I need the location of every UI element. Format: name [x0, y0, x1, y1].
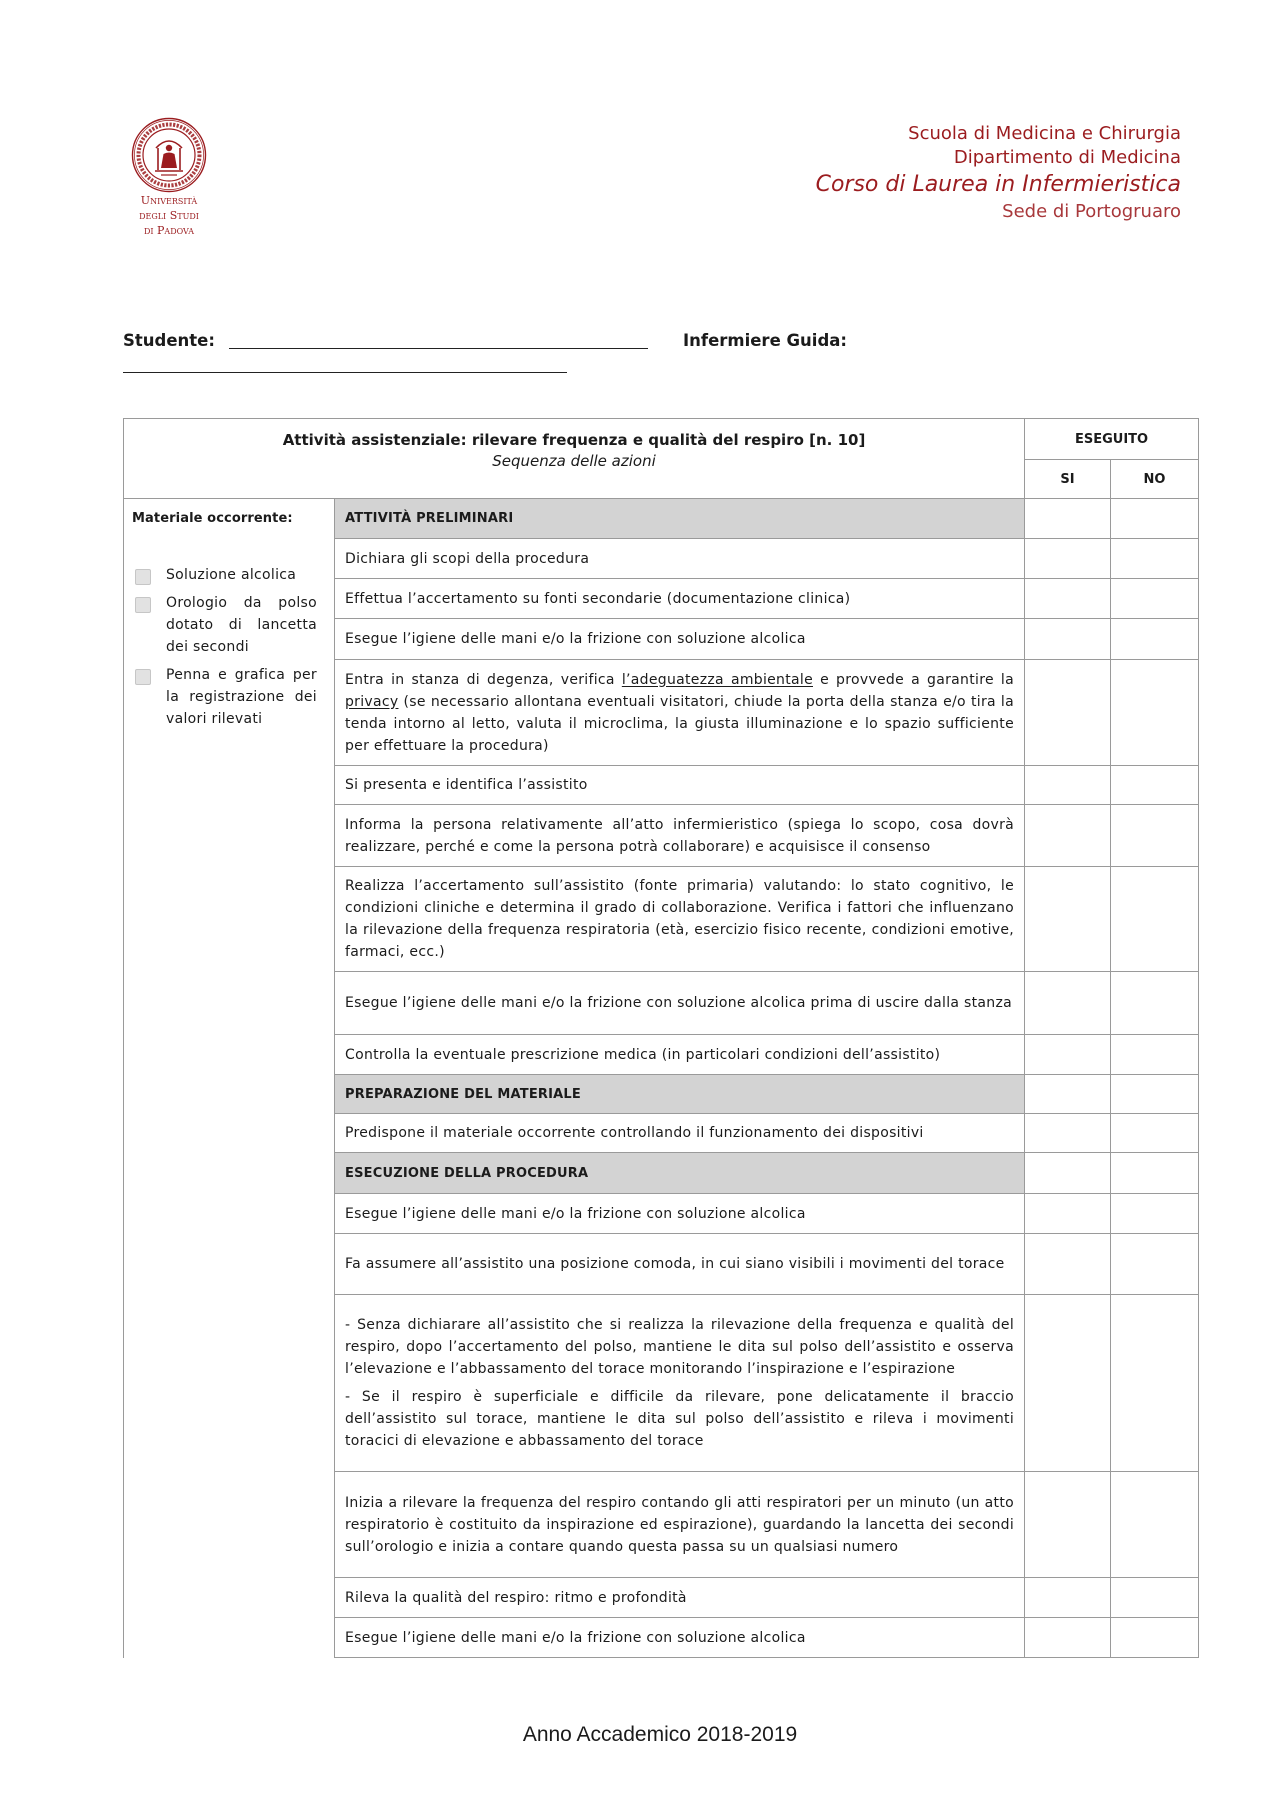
step-text-segment: (se necessario allontana eventuali visitatori, chiude la porta della stanza e/o tira la tenda intorno al letto, valuta il microclima, la giusta illuminazione e lo spazio sufficiente per effettuare la procedura): [345, 693, 1015, 754]
yes-header: SI: [1025, 460, 1111, 499]
step-paragraph: - Senza dichiarare all’assistito che si realizza la rilevazione della frequenza e qualità del respiro, dopo l’accertamento del polso, mantiene le dita sul polso dell’assistito e osserva l’elevazione e l’abbassamento del torace monitorando l’inspirazione e l’espirazione: [345, 1317, 1015, 1377]
section-row: [124, 499, 1199, 539]
procedure-checklist-table: [123, 418, 1199, 1658]
school-name: Scuola di Medicina e Chirurgia: [908, 123, 1181, 144]
checkbox[interactable]: [135, 597, 151, 613]
no-cell: [1111, 1194, 1199, 1234]
step-text: Predispone il materiale occorrente controllando il funzionamento dei dispositivi: [335, 1114, 1025, 1153]
step-text: [335, 660, 1025, 766]
section-title: PREPARAZIONE DEL MATERIALE: [335, 1075, 1025, 1114]
si-cell: [1025, 805, 1111, 867]
si-cell: [1025, 766, 1111, 805]
step-text: [335, 1295, 1025, 1472]
step-text: Realizza l’accertamento sull’assistito (fonte primaria) valutando: lo stato cognitivo, le condizioni cliniche e determina il grado di collaborazione. Verifica i fattori che influenzano la rilevazione della frequenza respiratoria (età, esercizio fisico recente, condizioni emotive, farmaci, ecc.): [335, 867, 1025, 972]
step-text: Controlla la eventuale prescrizione medica (in particolari condizioni dell’assistito): [335, 1035, 1025, 1075]
material-item-label: Soluzione alcolica: [166, 567, 297, 583]
student-name-line: [229, 348, 648, 349]
material-item-label: Penna e grafica per la registrazione dei valori rilevati: [166, 667, 317, 727]
logo-line-3: di Padova: [143, 224, 195, 237]
si-cell: [1025, 1618, 1111, 1658]
no-cell: [1111, 579, 1199, 619]
step-text-segment: e provvede a garantire la: [813, 671, 1014, 688]
guide-label: Infermiere Guida:: [683, 331, 847, 350]
checkbox[interactable]: [135, 569, 151, 585]
no-cell: [1111, 867, 1199, 972]
logo-line-2: degli Studi: [139, 209, 199, 222]
si-cell: [1025, 660, 1111, 766]
no-cell: [1111, 1618, 1199, 1658]
si-cell: [1025, 619, 1111, 660]
step-text: Si presenta e identifica l’assistito: [335, 766, 1025, 805]
done-header: ESEGUITO: [1025, 419, 1199, 460]
table-subtitle: Sequenza delle azioni: [492, 452, 656, 470]
no-cell: [1111, 619, 1199, 660]
no-cell: [1111, 1234, 1199, 1295]
step-text-segment: Entra in stanza di degenza, verifica: [345, 671, 622, 688]
step-paragraph: - Se il respiro è superficiale e difficile da rilevare, pone delicatamente il braccio dell’assistito sul torace, mantiene le dita sul polso dell’assistito e rileva i movimenti toracici di elevazione e abbassamento del torace: [345, 1389, 1015, 1449]
si-cell: [1025, 1194, 1111, 1234]
checkbox[interactable]: [135, 669, 151, 685]
no-cell: [1111, 1075, 1199, 1114]
no-cell: [1111, 1035, 1199, 1075]
step-text: Dichiara gli scopi della procedura: [335, 539, 1025, 579]
student-label: Studente:: [123, 331, 215, 350]
no-cell: [1111, 805, 1199, 867]
no-cell: [1111, 1578, 1199, 1618]
step-text: Rileva la qualità del respiro: ritmo e profondità: [335, 1578, 1025, 1618]
si-cell: [1025, 1295, 1111, 1472]
si-cell: [1025, 1035, 1111, 1075]
no-cell: [1111, 660, 1199, 766]
si-cell: [1025, 867, 1111, 972]
table-title-cell: [124, 419, 1025, 499]
material-item-label: Orologio da polso dotato di lancetta dei secondi: [166, 595, 317, 655]
institution-header: [816, 122, 1181, 224]
si-cell: [1025, 1075, 1111, 1114]
si-cell: [1025, 1472, 1111, 1578]
no-cell: [1111, 1114, 1199, 1153]
no-cell: [1111, 1295, 1199, 1472]
no-cell: [1111, 539, 1199, 579]
table-title: Attività assistenziale: rilevare frequenza e qualità del respiro [n. 10]: [282, 431, 866, 449]
material-item: [124, 592, 334, 658]
materials-cell: [124, 499, 335, 1658]
si-cell: [1025, 539, 1111, 579]
no-cell: [1111, 1153, 1199, 1194]
si-cell: [1025, 579, 1111, 619]
materials-list: [124, 564, 334, 730]
no-header: NO: [1111, 460, 1199, 499]
materials-label: Materiale occorrente:: [132, 511, 293, 526]
no-cell: [1111, 766, 1199, 805]
step-text-underlined: l’adeguatezza ambientale: [621, 671, 813, 688]
site-name: Sede di Portogruaro: [1002, 201, 1181, 222]
material-item: [124, 564, 334, 586]
step-text: Esegue l’igiene delle mani e/o la frizione con soluzione alcolica: [335, 1618, 1025, 1658]
university-logo: [122, 117, 216, 238]
material-item: [124, 664, 334, 730]
si-cell: [1025, 1114, 1111, 1153]
university-seal-icon: [131, 117, 207, 193]
course-name: Corso di Laurea in Infermieristica: [815, 172, 1181, 197]
guide-name-line: [123, 372, 567, 373]
table-header-row: [124, 419, 1199, 460]
section-title: ATTIVITÀ PRELIMINARI: [335, 499, 1025, 539]
logo-line-1: Università: [140, 194, 198, 207]
si-cell: [1025, 1578, 1111, 1618]
step-text: Effettua l’accertamento su fonti secondarie (documentazione clinica): [335, 579, 1025, 619]
no-cell: [1111, 499, 1199, 539]
step-text: Esegue l’igiene delle mani e/o la frizione con soluzione alcolica: [335, 1194, 1025, 1234]
no-cell: [1111, 1472, 1199, 1578]
si-cell: [1025, 1234, 1111, 1295]
step-text: Esegue l’igiene delle mani e/o la frizione con soluzione alcolica: [335, 619, 1025, 660]
step-text: Informa la persona relativamente all’atto infermieristico (spiega lo scopo, cosa dovrà realizzare, perché e come la persona potrà collaborare) e acquisisce il consenso: [335, 805, 1025, 867]
department-name: Dipartimento di Medicina: [953, 147, 1181, 168]
step-text: Inizia a rilevare la frequenza del respiro contando gli atti respiratori per un minuto (un atto respiratorio è costituito da inspirazione ed espirazione), guardando la lancetta dei secondi sull’orologio e inizia a contare quando questa passa su un qualsiasi numero: [335, 1472, 1025, 1578]
step-text: Esegue l’igiene delle mani e/o la frizione con soluzione alcolica prima di uscire dalla stanza: [335, 972, 1025, 1035]
no-cell: [1111, 972, 1199, 1035]
step-text-underlined: privacy: [345, 693, 399, 710]
si-cell: [1025, 499, 1111, 539]
section-title: ESECUZIONE DELLA PROCEDURA: [335, 1153, 1025, 1194]
step-text: Fa assumere all’assistito una posizione comoda, in cui siano visibili i movimenti del torace: [335, 1234, 1025, 1295]
si-cell: [1025, 972, 1111, 1035]
si-cell: [1025, 1153, 1111, 1194]
academic-year: Anno Accademico 2018-2019: [522, 1723, 798, 1746]
